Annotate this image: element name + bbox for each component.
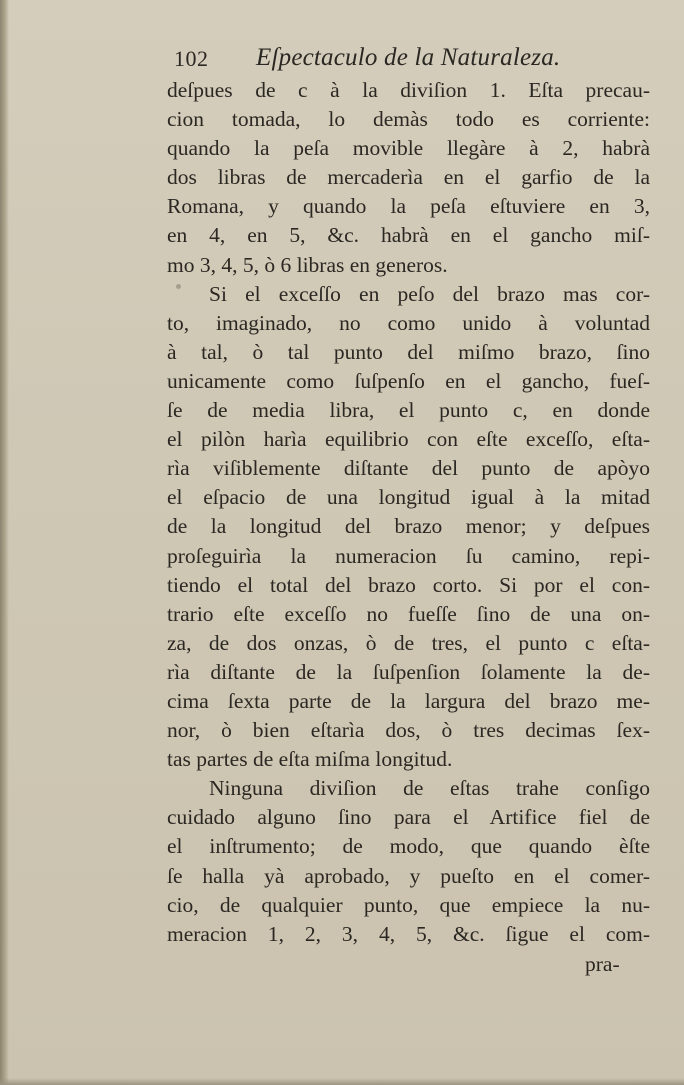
text-line: to, imaginado, no como unido à voluntad [167, 310, 650, 335]
text-line: de la longitud del brazo menor; y deſpues [167, 514, 650, 539]
text-line: nor, ò bien eſtarìa dos, ò tres decimas ſex- [167, 718, 650, 743]
page-bottom-edge [0, 1078, 684, 1085]
text-line: ſe halla yà aprobado, y pueſto en el comer- [167, 863, 650, 888]
body-text [167, 76, 650, 949]
text-line: trario eſte exceſſo no fueſſe ſino de una on- [167, 601, 650, 626]
text-line: rìa diſtante de la ſuſpenſion ſolamente la de- [167, 659, 650, 684]
text-line: deſpues de c à la diviſion 1. Eſta precau- [167, 78, 650, 102]
text-line: el pilòn harìa equilibrio con eſte exceſſo, eſta- [167, 427, 650, 452]
paragraph-first-line: Ninguna diviſion de eſtas trahe conſigo [209, 776, 650, 801]
text-line: unicamente como ſuſpenſo en el gancho, fueſ- [167, 368, 650, 393]
text-line: rìa viſiblemente diſtante del punto de apòyo [167, 456, 650, 481]
text-line: dos libras de mercaderìa en el garfio de la [167, 165, 650, 190]
catchword: pra- [585, 952, 620, 976]
text-line: el eſpacio de una longitud igual à la mitad [167, 485, 650, 510]
text-line: cion tomada, lo demàs todo es corriente: [167, 107, 650, 132]
running-title: Eſpectaculo de la Naturaleza. [256, 44, 561, 71]
page-header [174, 44, 654, 76]
text-line: à tal, ò tal punto del miſmo brazo, ſino [167, 339, 650, 364]
text-line: cima ſexta parte de la largura del brazo me- [167, 688, 650, 713]
text-line: cuidado alguno ſino para el Artifice fiel de [167, 805, 650, 830]
text-line: el inſtrumento; de modo, que quando èſte [167, 834, 650, 859]
text-line: meracion 1, 2, 3, 4, 5, &c. ſigue el com- [167, 921, 650, 946]
paragraph-first-line: Si el exceſſo en peſo del brazo mas cor- [209, 281, 650, 306]
page-number: 102 [174, 46, 209, 71]
paragraph-end-line: tas partes de eſta miſma longitud. [167, 747, 453, 772]
text-line: ſe de media libra, el punto c, en donde [167, 398, 650, 423]
text-line: Romana, y quando la peſa eſtuviere en 3, [167, 194, 650, 219]
text-line: cio, de qualquier punto, que empiece la nu- [167, 892, 650, 917]
text-line: proſeguirìa la numeracion ſu camino, repi- [167, 543, 650, 568]
page-edge-shadow [0, 0, 9, 1085]
text-line: za, de dos onzas, ò de tres, el punto c eſta- [167, 630, 650, 655]
paragraph-end-line: mo 3, 4, 5, ò 6 libras en generos. [167, 252, 448, 277]
text-line: quando la peſa movible llegàre à 2, habrà [167, 136, 650, 161]
text-line: en 4, en 5, &c. habrà en el gancho miſ- [167, 223, 650, 248]
text-line: tiendo el total del brazo corto. Si por el con- [167, 572, 650, 597]
